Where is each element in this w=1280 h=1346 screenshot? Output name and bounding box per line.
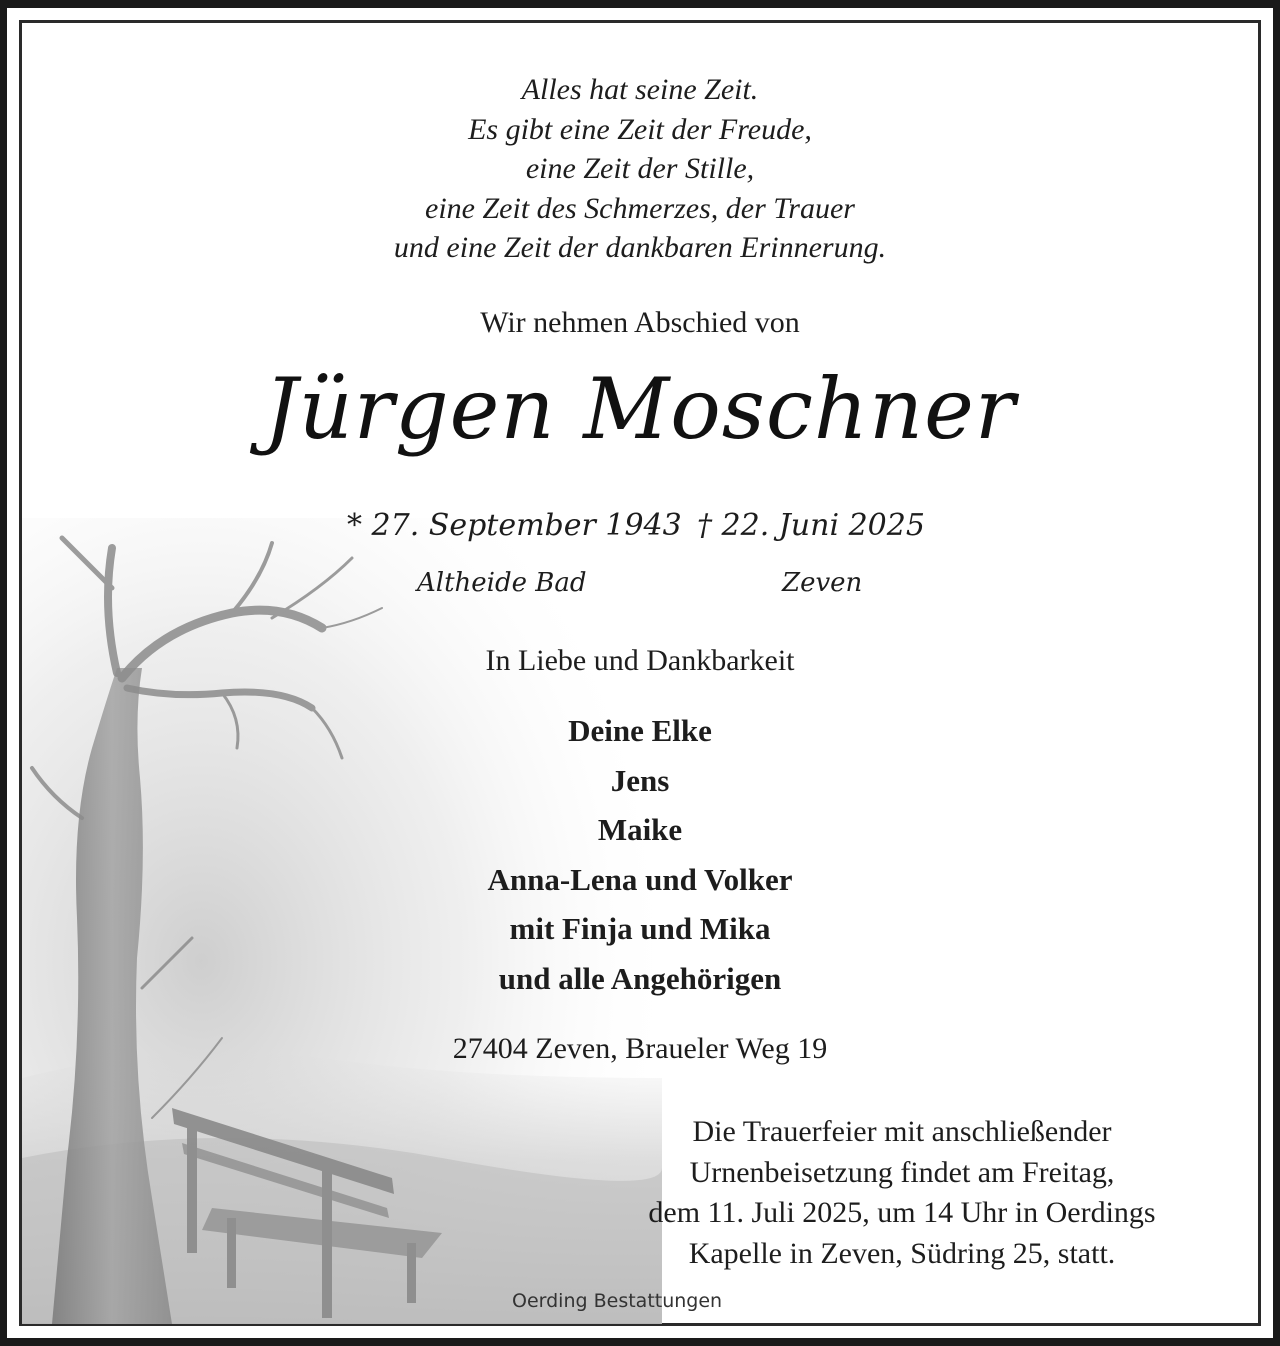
gratitude-line: In Liebe und Dankbarkeit [485,644,795,677]
ceremony-line: Urnenbeisetzung findet am Freitag, [689,1155,1115,1189]
mourner: Jens [610,762,670,798]
mourner: und alle Angehörigen [498,960,782,996]
poem-line: und eine Zeit der dankbaren Erinnerung. [393,231,887,264]
deceased-name: Jürgen Moschner [263,360,1016,458]
obituary-notice [7,8,1273,1338]
ceremony-line: Die Trauerfeier mit anschließender [692,1115,1112,1148]
poem-line: eine Zeit des Schmerzes, der Trauer [425,191,855,225]
mourner: Anna-Lena und Volker [487,861,793,897]
mourners-list [7,706,1273,1003]
poem-line: eine Zeit der Stille, [525,152,755,185]
death-place: Zeven [782,568,863,598]
mourner: mit Finja und Mika [509,911,771,946]
ceremony-line: dem 11. Juli 2025, um 14 Uhr in Oerdings [648,1196,1156,1229]
mourner: Maike [597,812,683,847]
ceremony-notice [567,1112,1237,1274]
mourner: Deine Elke [568,713,712,748]
poem-line: Es gibt eine Zeit der Freude, [468,112,812,146]
funeral-home-credit: Oerding Bestattungen [512,1290,723,1312]
farewell-intro: Wir nehmen Abschied von [480,306,800,339]
memorial-poem [7,70,1273,268]
birth-place: Altheide Bad [417,568,587,598]
ceremony-line: Kapelle in Zeven, Südring 25, statt. [688,1236,1116,1270]
poem-line: Alles hat seine Zeit. [521,73,759,106]
death-date: † 22. Juni 2025 [697,508,925,543]
family-address: 27404 Zeven, Braueler Weg 19 [452,1032,828,1065]
birth-date: * 27. September 1943 [347,508,682,543]
